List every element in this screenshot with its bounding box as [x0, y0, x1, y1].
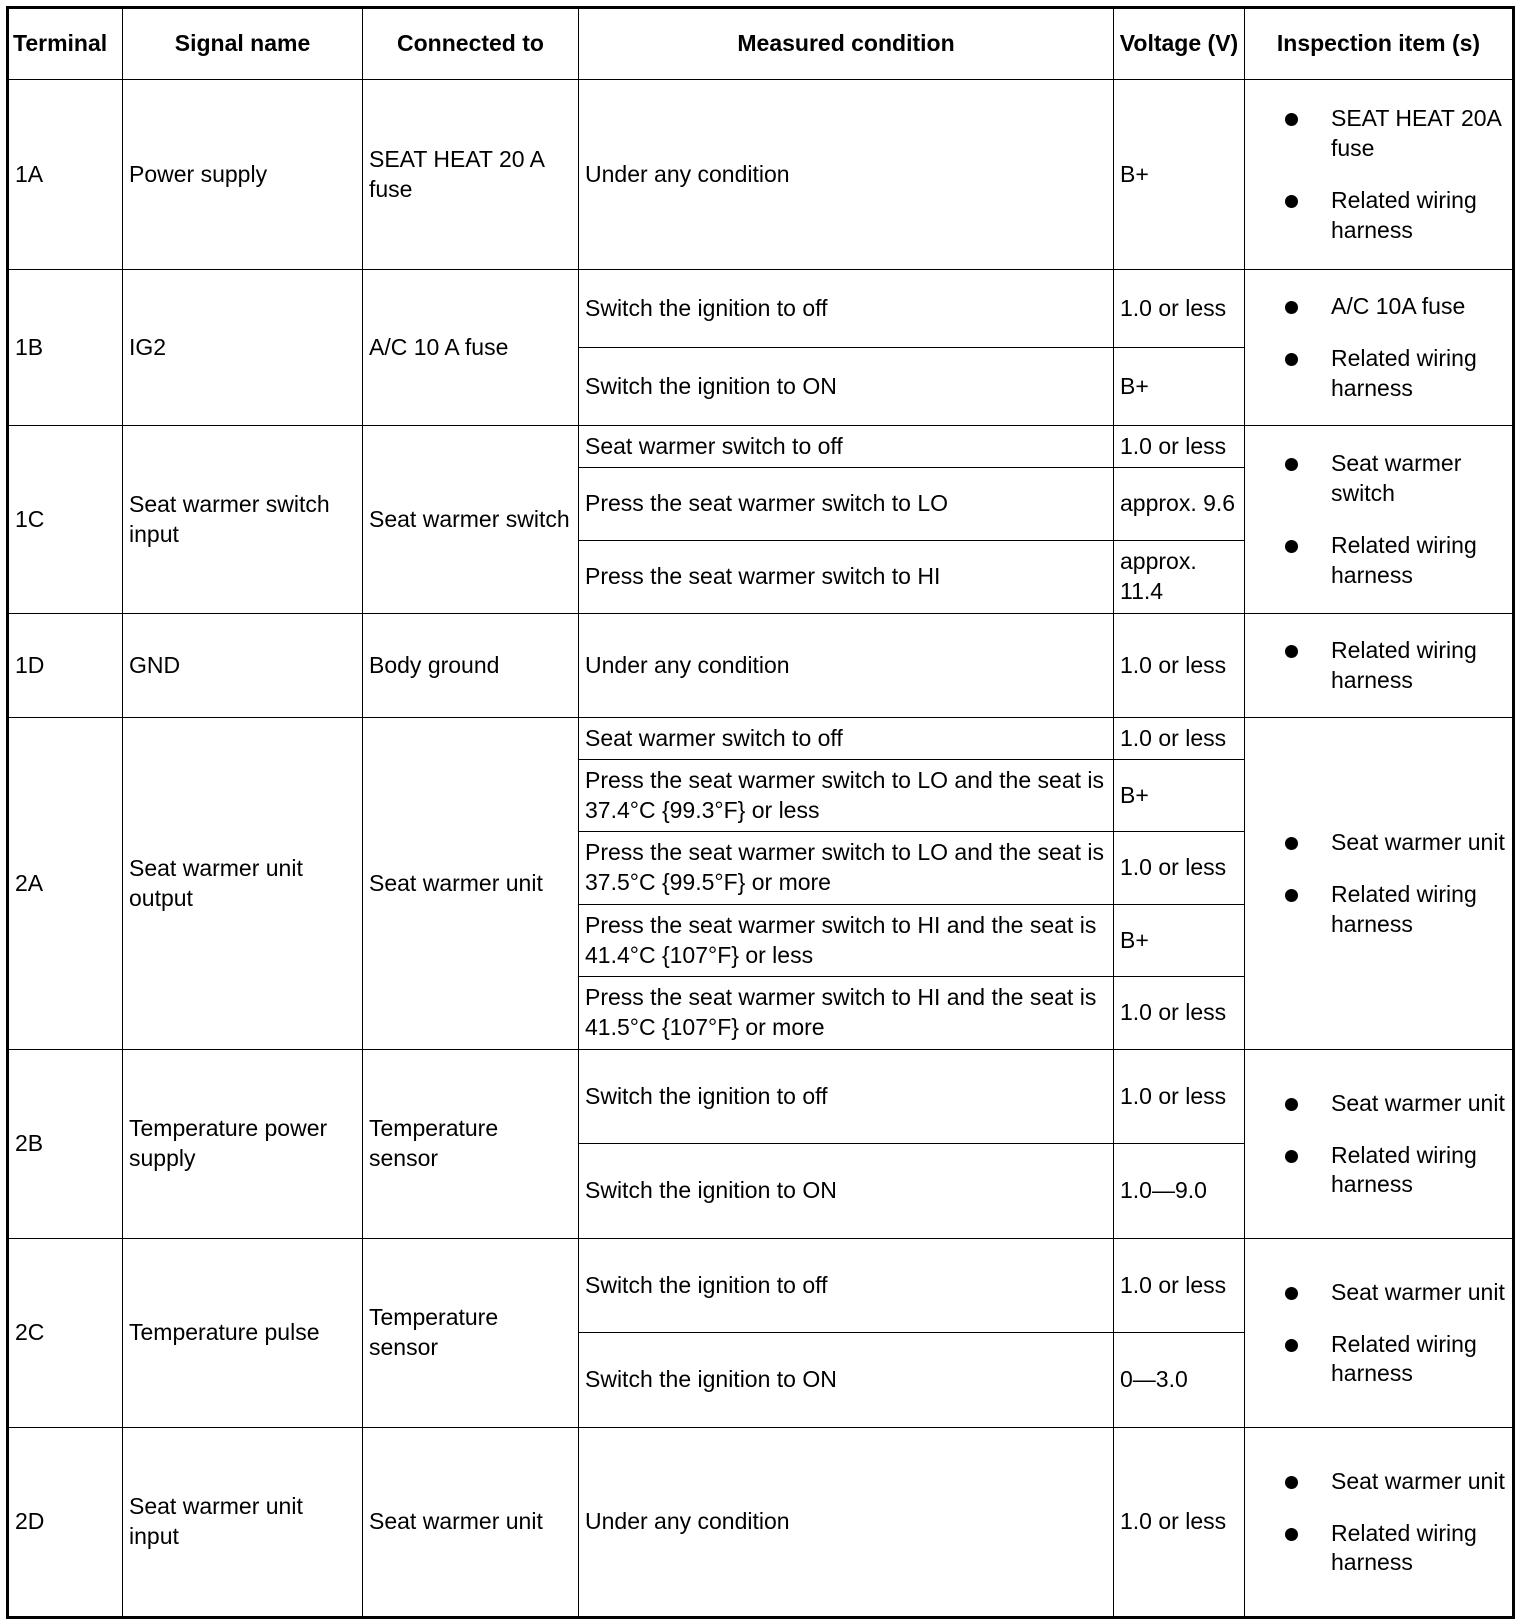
measured-condition-cell: Switch the ignition to off [579, 1239, 1114, 1333]
measured-condition-cell: Press the seat warmer switch to LO and the seat is 37.5°C {99.5°F} or more [579, 832, 1114, 905]
header-row [8, 8, 1514, 80]
voltage-cell: 1.0 or less [1114, 832, 1245, 905]
terminal-cell: 1D [8, 614, 123, 718]
connected-to-cell: Temperature sensor [363, 1050, 579, 1239]
inspection-list [1251, 1278, 1506, 1390]
connected-to-cell: Seat warmer unit [363, 1428, 579, 1618]
voltage-cell: approx. 11.4 [1114, 541, 1245, 614]
header-measured-condition: Measured condition [579, 8, 1114, 80]
table-row [8, 1239, 1514, 1333]
inspection-items-cell [1245, 614, 1514, 718]
voltage-cell: 1.0 or less [1114, 270, 1245, 348]
inspection-items-cell [1245, 426, 1514, 614]
signal-name-cell: Seat warmer unit output [123, 718, 363, 1050]
inspection-item: Related wiring harness [1275, 636, 1506, 696]
terminal-cell: 2A [8, 718, 123, 1050]
measured-condition-cell: Under any condition [579, 614, 1114, 718]
measured-condition-cell: Under any condition [579, 80, 1114, 270]
voltage-cell: B+ [1114, 80, 1245, 270]
measured-condition-cell: Switch the ignition to ON [579, 1333, 1114, 1428]
inspection-item: Seat warmer unit [1275, 828, 1506, 858]
voltage-cell: 1.0 or less [1114, 718, 1245, 760]
terminal-cell: 2B [8, 1050, 123, 1239]
header-terminal: Terminal [8, 8, 123, 80]
inspection-items-cell [1245, 1239, 1514, 1428]
inspection-item: Seat warmer unit [1275, 1278, 1506, 1308]
inspection-list [1251, 1089, 1506, 1201]
voltage-cell: B+ [1114, 760, 1245, 832]
measured-condition-cell: Press the seat warmer switch to LO and the seat is 37.4°C {99.3°F} or less [579, 760, 1114, 832]
table-row [8, 80, 1514, 270]
inspection-list [1251, 449, 1506, 591]
terminal-cell: 1B [8, 270, 123, 426]
header-connected-to: Connected to [363, 8, 579, 80]
connected-to-cell: Temperature sensor [363, 1239, 579, 1428]
inspection-item: Related wiring harness [1275, 344, 1506, 404]
inspection-item: A/C 10A fuse [1275, 292, 1506, 322]
inspection-items-cell [1245, 1050, 1514, 1239]
inspection-items-cell [1245, 718, 1514, 1050]
inspection-list [1251, 1467, 1506, 1579]
table-row [8, 1428, 1514, 1618]
inspection-list [1251, 104, 1506, 246]
voltage-cell: 1.0—9.0 [1114, 1144, 1245, 1239]
table-row [8, 1050, 1514, 1144]
inspection-items-cell [1245, 270, 1514, 426]
voltage-cell: 1.0 or less [1114, 614, 1245, 718]
inspection-list [1251, 292, 1506, 404]
header-voltage: Voltage (V) [1114, 8, 1245, 80]
inspection-list [1251, 828, 1506, 940]
inspection-item: Seat warmer switch [1275, 449, 1506, 509]
measured-condition-cell: Switch the ignition to off [579, 1050, 1114, 1144]
connected-to-cell: Seat warmer switch [363, 426, 579, 614]
measured-condition-cell: Press the seat warmer switch to LO [579, 468, 1114, 541]
connected-to-cell: Seat warmer unit [363, 718, 579, 1050]
measured-condition-cell: Press the seat warmer switch to HI and the seat is 41.5°C {107°F} or more [579, 977, 1114, 1050]
header-inspection-items: Inspection item (s) [1245, 8, 1514, 80]
signal-name-cell: IG2 [123, 270, 363, 426]
connected-to-cell: Body ground [363, 614, 579, 718]
voltage-cell: 1.0 or less [1114, 1239, 1245, 1333]
inspection-items-cell [1245, 1428, 1514, 1618]
signal-name-cell: Temperature power supply [123, 1050, 363, 1239]
signal-name-cell: GND [123, 614, 363, 718]
inspection-item: SEAT HEAT 20A fuse [1275, 104, 1506, 164]
inspection-items-cell [1245, 80, 1514, 270]
measured-condition-cell: Seat warmer switch to off [579, 426, 1114, 468]
header-signal-name: Signal name [123, 8, 363, 80]
signal-name-cell: Power supply [123, 80, 363, 270]
inspection-item: Related wiring harness [1275, 880, 1506, 940]
signal-name-cell: Seat warmer unit input [123, 1428, 363, 1618]
inspection-item: Related wiring harness [1275, 1141, 1506, 1201]
table-row [8, 718, 1514, 760]
voltage-cell: B+ [1114, 348, 1245, 426]
terminal-voltage-table [6, 6, 1515, 1619]
measured-condition-cell: Press the seat warmer switch to HI and the seat is 41.4°C {107°F} or less [579, 905, 1114, 977]
terminal-cell: 1C [8, 426, 123, 614]
signal-name-cell: Seat warmer switch input [123, 426, 363, 614]
connected-to-cell: A/C 10 A fuse [363, 270, 579, 426]
inspection-item: Related wiring harness [1275, 1519, 1506, 1579]
inspection-item: Seat warmer unit [1275, 1089, 1506, 1119]
table-row [8, 614, 1514, 718]
measured-condition-cell: Under any condition [579, 1428, 1114, 1618]
inspection-item: Related wiring harness [1275, 531, 1506, 591]
voltage-cell: 1.0 or less [1114, 1050, 1245, 1144]
connected-to-cell: SEAT HEAT 20 A fuse [363, 80, 579, 270]
measured-condition-cell: Switch the ignition to off [579, 270, 1114, 348]
voltage-cell: 1.0 or less [1114, 977, 1245, 1050]
voltage-cell: 0—3.0 [1114, 1333, 1245, 1428]
measured-condition-cell: Switch the ignition to ON [579, 1144, 1114, 1239]
inspection-item: Related wiring harness [1275, 186, 1506, 246]
signal-name-cell: Temperature pulse [123, 1239, 363, 1428]
table-row [8, 426, 1514, 468]
terminal-cell: 2C [8, 1239, 123, 1428]
terminal-cell: 2D [8, 1428, 123, 1618]
table-row [8, 270, 1514, 348]
measured-condition-cell: Press the seat warmer switch to HI [579, 541, 1114, 614]
terminal-cell: 1A [8, 80, 123, 270]
voltage-cell: approx. 9.6 [1114, 468, 1245, 541]
voltage-cell: 1.0 or less [1114, 1428, 1245, 1618]
voltage-cell: 1.0 or less [1114, 426, 1245, 468]
inspection-item: Seat warmer unit [1275, 1467, 1506, 1497]
measured-condition-cell: Switch the ignition to ON [579, 348, 1114, 426]
measured-condition-cell: Seat warmer switch to off [579, 718, 1114, 760]
voltage-cell: B+ [1114, 905, 1245, 977]
inspection-item: Related wiring harness [1275, 1330, 1506, 1390]
inspection-list [1251, 636, 1506, 696]
